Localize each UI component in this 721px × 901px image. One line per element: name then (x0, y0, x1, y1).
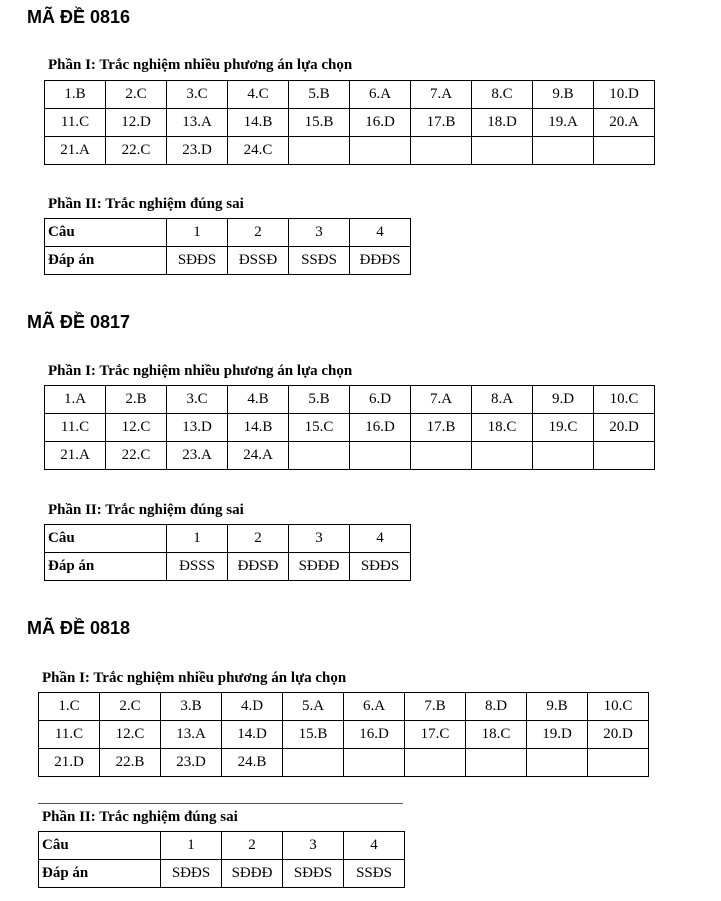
answer-cell: 8.A (472, 386, 533, 414)
answer-cell: 24.B (222, 749, 283, 777)
answer-cell: 1.A (45, 386, 106, 414)
answer-cell: 21.D (39, 749, 100, 777)
row-label: Câu (39, 832, 161, 860)
answer-cell: 6.D (350, 386, 411, 414)
row-label: Câu (45, 525, 167, 553)
exam-code-title: MÃ ĐỀ 0816 (27, 7, 131, 27)
table-row (39, 749, 649, 777)
answer-cell: 21.A (45, 442, 106, 470)
answer-cell: 20.A (594, 109, 655, 137)
answer-cell: 1.B (45, 81, 106, 109)
answer-cell: 13.D (167, 414, 228, 442)
answer-cell: 23.D (167, 137, 228, 165)
part2-table (44, 218, 411, 275)
answer-cell: 17.B (411, 109, 472, 137)
answer-cell: 20.D (588, 721, 649, 749)
part2-title: Phần II: Trắc nghiệm đúng sai (48, 196, 244, 212)
answer-cell (405, 749, 466, 777)
answer-cell: 10.C (594, 386, 655, 414)
table-row (39, 693, 649, 721)
answer-cell: 14.B (228, 109, 289, 137)
row-label: Đáp án (39, 860, 161, 888)
answer-cell: 5.B (289, 386, 350, 414)
answer-cell: 17.B (411, 414, 472, 442)
answer-cell: 19.D (527, 721, 588, 749)
answer-cell (289, 442, 350, 470)
question-number: 4 (344, 832, 405, 860)
table-row (39, 721, 649, 749)
table-row (45, 386, 655, 414)
answer-cell: 24.C (228, 137, 289, 165)
question-number: 4 (350, 525, 411, 553)
answer-cell: 16.D (350, 109, 411, 137)
answer-cell: 2.C (100, 693, 161, 721)
answer-cell: 22.B (100, 749, 161, 777)
question-number: 1 (167, 219, 228, 247)
answer-cell: 18.C (472, 414, 533, 442)
answer-cell: 13.A (167, 109, 228, 137)
part1-title: Phần I: Trắc nghiệm nhiều phương án lựa chọn (42, 670, 347, 686)
answer-cell: ĐĐSĐ (228, 553, 289, 581)
table-row (45, 109, 655, 137)
answer-cell: 14.B (228, 414, 289, 442)
question-number: 2 (222, 832, 283, 860)
question-number: 1 (167, 525, 228, 553)
answer-cell: 19.C (533, 414, 594, 442)
answer-cell: 9.B (533, 81, 594, 109)
answer-cell (588, 749, 649, 777)
answer-cell: 17.C (405, 721, 466, 749)
answer-cell (411, 137, 472, 165)
answer-cell: SĐĐĐ (222, 860, 283, 888)
answer-row (45, 247, 411, 275)
answer-cell: 7.A (411, 386, 472, 414)
part1-table (38, 692, 649, 777)
answer-cell: 4.B (228, 386, 289, 414)
answer-cell: SĐĐS (350, 553, 411, 581)
answer-cell: 10.D (594, 81, 655, 109)
answer-cell: ĐSSĐ (228, 247, 289, 275)
answer-cell: 22.C (106, 442, 167, 470)
table-row (45, 81, 655, 109)
answer-cell: SĐĐS (167, 247, 228, 275)
answer-cell (466, 749, 527, 777)
answer-row (45, 553, 411, 581)
answer-cell (289, 137, 350, 165)
answer-cell: 4.C (228, 81, 289, 109)
answer-cell: ĐĐĐS (350, 247, 411, 275)
answer-cell: 3.B (161, 693, 222, 721)
part2-table (38, 831, 405, 888)
answer-cell: 20.D (594, 414, 655, 442)
answer-cell: 7.B (405, 693, 466, 721)
question-number: 1 (161, 832, 222, 860)
part1-table (44, 80, 655, 165)
answer-cell: 11.C (45, 109, 106, 137)
answer-cell: 6.A (344, 693, 405, 721)
answer-cell: 8.D (466, 693, 527, 721)
row-label: Câu (45, 219, 167, 247)
answer-cell: 18.C (466, 721, 527, 749)
answer-cell: 23.D (161, 749, 222, 777)
answer-row (39, 860, 405, 888)
answer-cell: 9.D (533, 386, 594, 414)
answer-cell (350, 137, 411, 165)
answer-cell: SĐĐS (283, 860, 344, 888)
answer-cell: 4.D (222, 693, 283, 721)
header-row (39, 832, 405, 860)
answer-cell: 15.B (283, 721, 344, 749)
answer-cell: 14.D (222, 721, 283, 749)
answer-cell (472, 442, 533, 470)
answer-cell: 5.B (289, 81, 350, 109)
answer-cell: 18.D (472, 109, 533, 137)
part2-table (44, 524, 411, 581)
row-label: Đáp án (45, 247, 167, 275)
answer-cell (283, 749, 344, 777)
question-number: 2 (228, 219, 289, 247)
part1-title: Phần I: Trắc nghiệm nhiều phương án lựa chọn (48, 363, 353, 379)
answer-cell (472, 137, 533, 165)
answer-cell: 12.C (106, 414, 167, 442)
answer-cell: 22.C (106, 137, 167, 165)
answer-cell: 19.A (533, 109, 594, 137)
answer-cell: SSĐS (344, 860, 405, 888)
answer-cell (527, 749, 588, 777)
divider-line (38, 803, 403, 804)
answer-cell: 16.D (350, 414, 411, 442)
answer-cell: 15.C (289, 414, 350, 442)
answer-cell (411, 442, 472, 470)
answer-cell: 21.A (45, 137, 106, 165)
answer-cell: 9.B (527, 693, 588, 721)
exam-code-title: MÃ ĐỀ 0818 (27, 618, 131, 638)
header-row (45, 219, 411, 247)
answer-cell: 3.C (167, 386, 228, 414)
answer-cell: 11.C (39, 721, 100, 749)
question-number: 3 (283, 832, 344, 860)
answer-cell: 15.B (289, 109, 350, 137)
header-row (45, 525, 411, 553)
answer-cell (533, 442, 594, 470)
question-number: 3 (289, 525, 350, 553)
answer-cell: 6.A (350, 81, 411, 109)
answer-cell: 12.C (100, 721, 161, 749)
answer-cell: 3.C (167, 81, 228, 109)
question-number: 3 (289, 219, 350, 247)
answer-cell: 16.D (344, 721, 405, 749)
answer-cell: 1.C (39, 693, 100, 721)
part2-title: Phần II: Trắc nghiệm đúng sai (48, 502, 244, 518)
answer-cell: 2.C (106, 81, 167, 109)
table-row (45, 414, 655, 442)
answer-cell (594, 442, 655, 470)
answer-cell: SĐĐS (161, 860, 222, 888)
answer-cell: 5.A (283, 693, 344, 721)
answer-cell: 10.C (588, 693, 649, 721)
answer-cell: 2.B (106, 386, 167, 414)
answer-cell (344, 749, 405, 777)
question-number: 2 (228, 525, 289, 553)
answer-cell: 7.A (411, 81, 472, 109)
answer-cell: 12.D (106, 109, 167, 137)
table-row (45, 442, 655, 470)
answer-cell: SĐĐĐ (289, 553, 350, 581)
row-label: Đáp án (45, 553, 167, 581)
answer-cell: SSĐS (289, 247, 350, 275)
answer-cell: 24.A (228, 442, 289, 470)
table-row (45, 137, 655, 165)
answer-cell (533, 137, 594, 165)
part1-title: Phần I: Trắc nghiệm nhiều phương án lựa chọn (48, 57, 353, 73)
exam-code-title: MÃ ĐỀ 0817 (27, 312, 131, 332)
answer-cell: ĐSSS (167, 553, 228, 581)
answer-cell: 8.C (472, 81, 533, 109)
question-number: 4 (350, 219, 411, 247)
answer-cell: 11.C (45, 414, 106, 442)
answer-cell: 13.A (161, 721, 222, 749)
answer-cell (594, 137, 655, 165)
part1-table (44, 385, 655, 470)
answer-cell (350, 442, 411, 470)
part2-title: Phần II: Trắc nghiệm đúng sai (42, 809, 238, 825)
answer-cell: 23.A (167, 442, 228, 470)
